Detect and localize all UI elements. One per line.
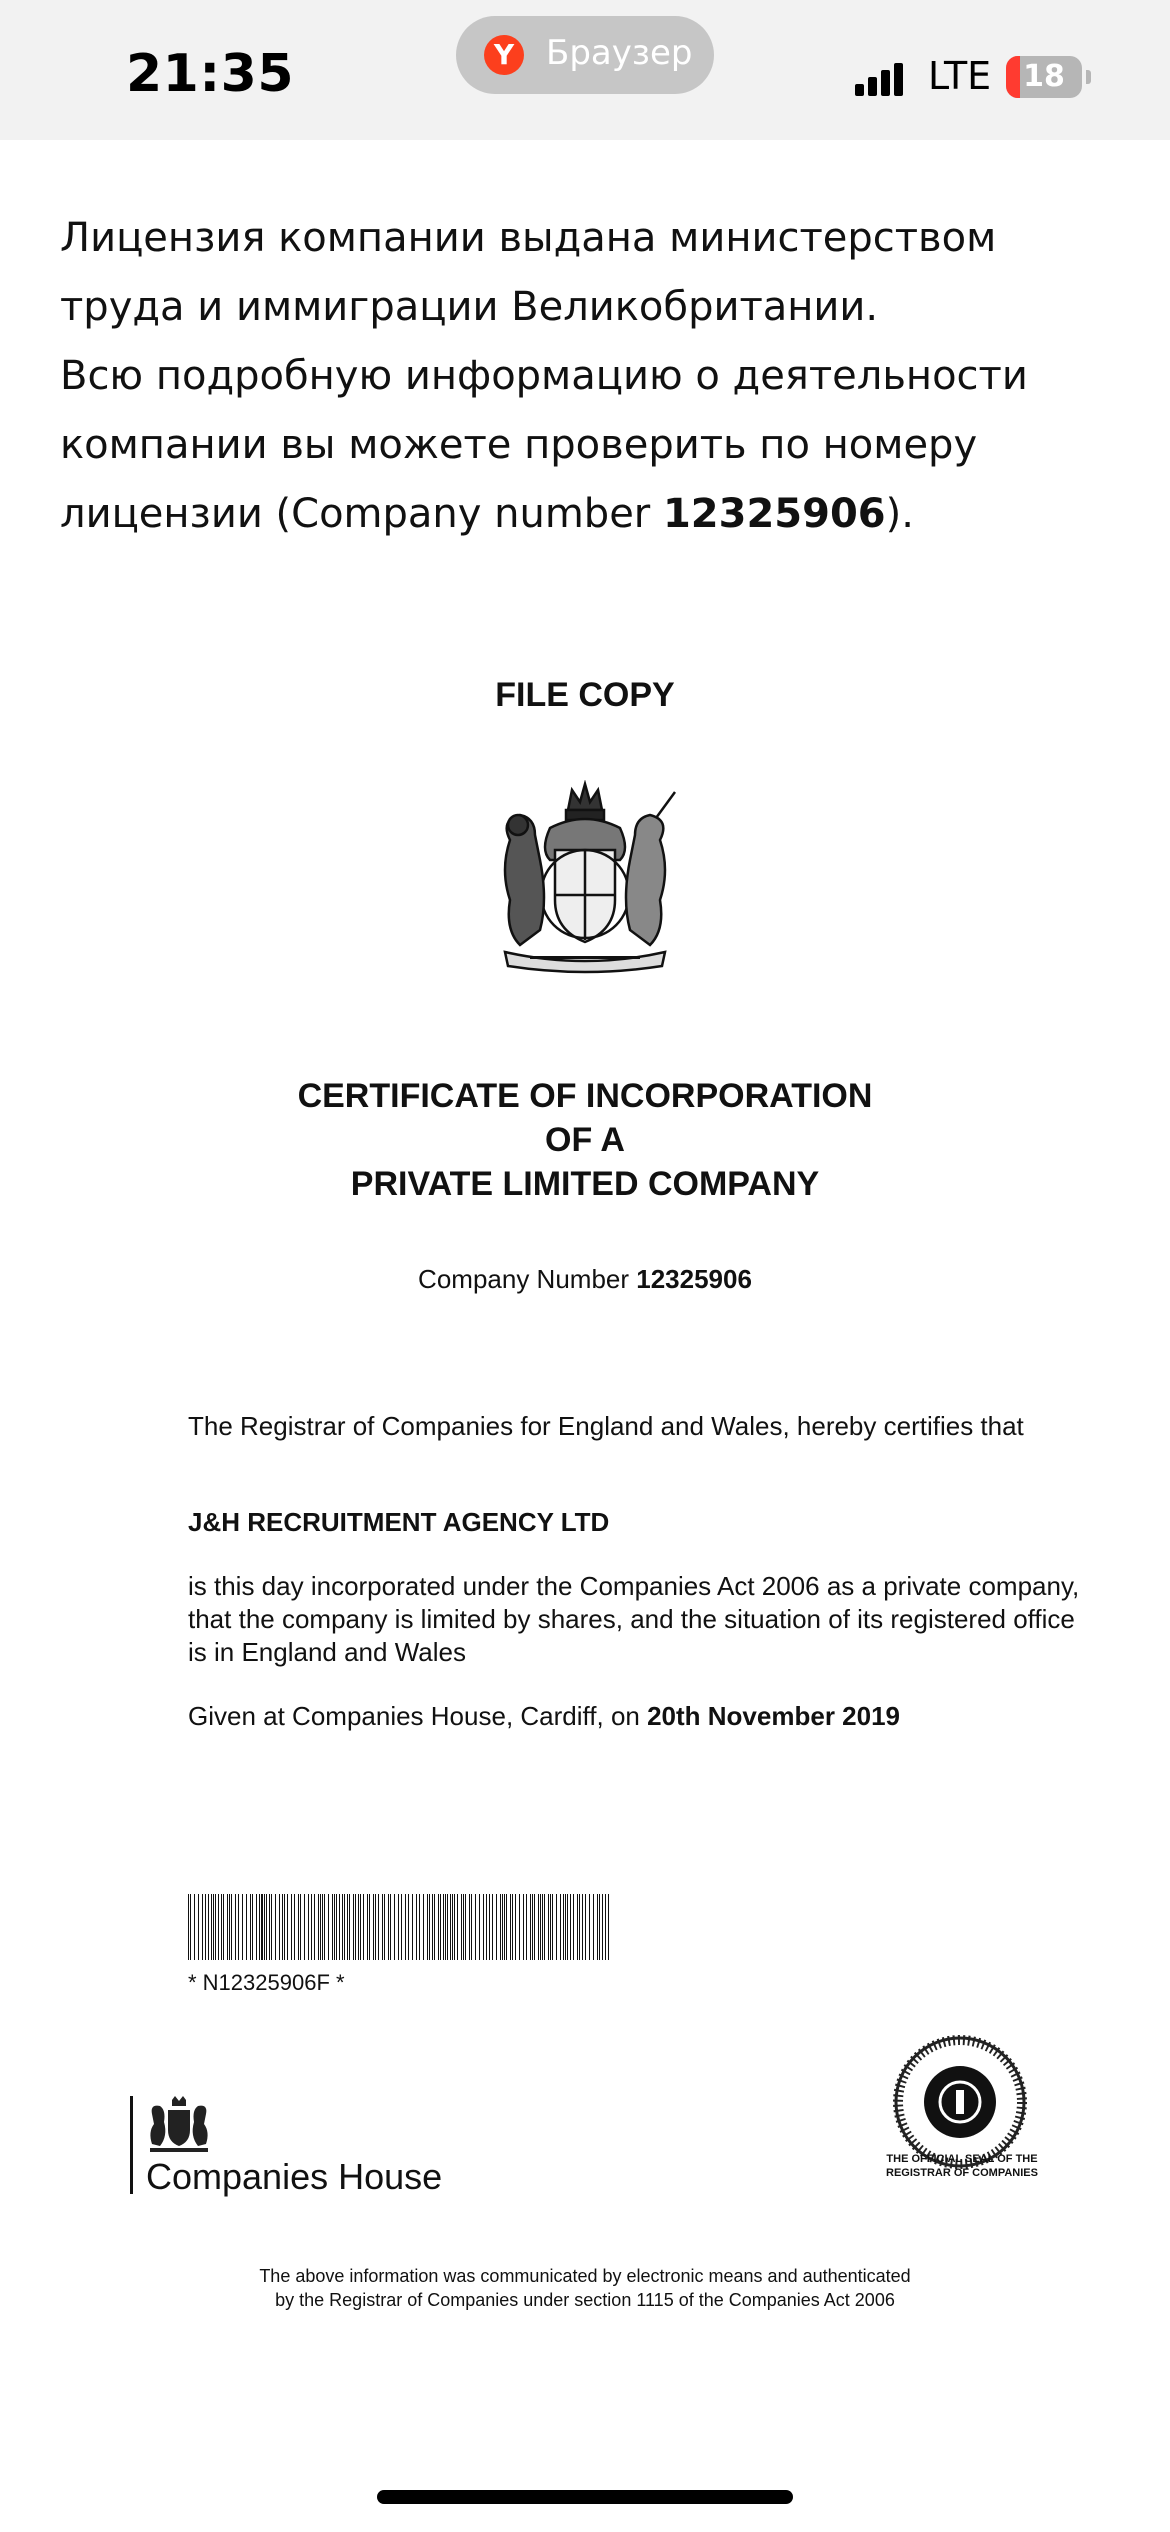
network-type-label: LTE: [928, 54, 992, 98]
companies-house-label: Companies House: [146, 2156, 443, 2197]
company-number-value: 12325906: [636, 1264, 752, 1294]
registrar-statement: The Registrar of Companies for England and Wales, hereby certifies that: [188, 1411, 1024, 1441]
companies-house-logo-divider: [130, 2096, 133, 2194]
back-to-browser-button[interactable]: [456, 16, 714, 94]
status-time: 21:35: [126, 44, 295, 104]
intro-paragraph-license: Лицензия компании выдана министерством труда и иммиграции Великобритании.: [60, 215, 997, 330]
given-at-text: Given at Companies House, Cardiff, on: [188, 1701, 648, 1731]
battery-tip: [1086, 70, 1091, 84]
footer-line1: The above information was communicated by electronic means and authenticated: [259, 2266, 911, 2286]
seal-caption-line2: REGISTRAR OF COMPANIES: [886, 2167, 1038, 2179]
certificate-company-number: [0, 1264, 1170, 1295]
barcode-text: * N12325906F *: [188, 1970, 345, 1995]
certificate-title-line3: PRIVATE LIMITED COMPANY: [350, 1165, 820, 1203]
given-at-statement: [188, 1700, 1088, 1733]
royal-coat-of-arms-icon: [480, 780, 690, 975]
home-indicator[interactable]: [377, 2490, 793, 2504]
company-name: J&H RECRUITMENT AGENCY LTD: [188, 1507, 610, 1537]
authentication-footer: [0, 2264, 1170, 2312]
seal-caption-line1: THE OFFICIAL SEAL OF THE: [886, 2153, 1038, 2165]
companies-house-crest-icon: [146, 2096, 212, 2154]
footer-line2: by the Registrar of Companies under section 1115 of the Companies Act 2006: [275, 2290, 895, 2310]
incorporation-statement: is this day incorporated under the Companies Act 2006 as a private company, that the company is limited by shares, and the situation of its registered office is in England and Wales: [188, 1571, 1080, 1667]
registrar-seal-icon: [890, 2032, 1030, 2172]
file-copy-heading: FILE COPY: [495, 676, 675, 714]
incorporation-date: 20th November 2019: [647, 1701, 900, 1731]
yandex-browser-icon: Y: [484, 35, 524, 75]
intro-check-text: Всю подробную информацию о деятельности компании вы можете проверить по номеру лицензии (Company number: [60, 353, 1028, 537]
company-number-label: Company Number: [418, 1264, 637, 1294]
certificate-title: [0, 1074, 1170, 1206]
browser-label: Браузер: [546, 33, 693, 73]
certificate-title-line1: CERTIFICATE OF INCORPORATION: [297, 1077, 873, 1115]
intro-text: [60, 204, 1120, 549]
certificate-title-line2: OF A: [545, 1121, 625, 1159]
battery-icon: [1006, 56, 1082, 98]
seal-caption: [862, 2152, 1062, 2180]
status-bar: [0, 0, 1170, 140]
intro-paragraph-check: [60, 342, 1120, 549]
intro-company-number: 12325906: [662, 491, 886, 537]
intro-check-end: ).: [885, 491, 914, 537]
barcode-image: [188, 1894, 616, 1960]
battery-percentage: 18: [1023, 59, 1065, 94]
cellular-signal-icon: [855, 62, 905, 96]
